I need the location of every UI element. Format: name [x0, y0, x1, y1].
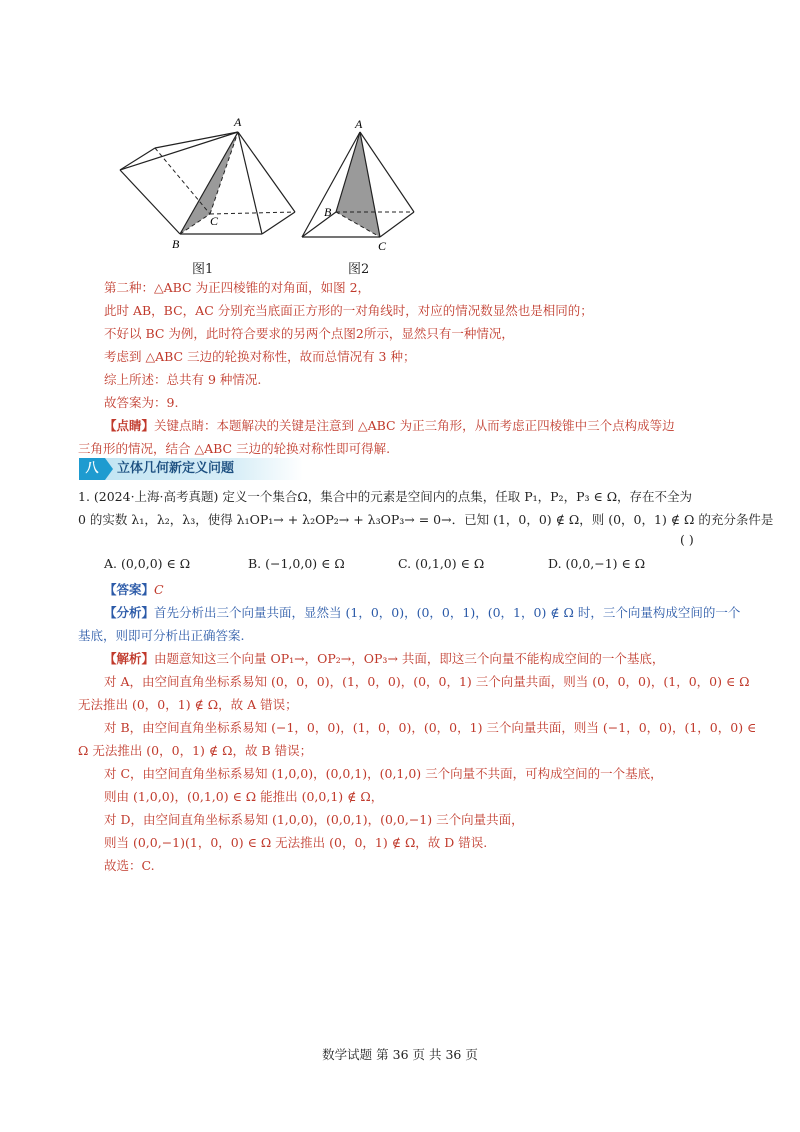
analysis-line-2: 基底，则即可分析出正确答案.: [78, 628, 245, 643]
solution-line: 对 C，由空间直角坐标系易知 (1,0,0)，(0,0,1)，(0,1,0) 三个向量不共面，可构成空间的一个基底，: [104, 766, 663, 781]
question-line-1: 1. (2024·上海·高考真题) 定义一个集合Ω，集合中的元素是空间内的点集，任取 P₁，P₂，P₃ ∈ Ω，存在不全为: [78, 489, 693, 504]
answer-paren: ( ): [680, 532, 694, 547]
figure-1-caption: 图1: [192, 262, 214, 277]
dianjing-line-1: [104, 416, 675, 436]
solution-line: 则当 (0,0,−1)(1，0，0) ∈ Ω 无法推出 (0，0，1) ∉ Ω，故 D 错误.: [104, 835, 488, 850]
figure-2-caption: 图2: [348, 262, 370, 277]
answer-value: C: [154, 582, 164, 597]
dianjing-line-2: 三角形的情况，结合 △ABC 三边的轮换对称性即可得解.: [78, 441, 391, 456]
solution-line-1: [104, 649, 664, 669]
answer-line: [104, 580, 164, 600]
fig2-label-a: A: [355, 117, 363, 131]
dianjing-text-1: 关键点睛：本题解决的关键是注意到 △ABC 为正三角形，从而考虑正四棱锥中三个点构成等边: [154, 418, 675, 433]
figure-1-drawing: [110, 112, 310, 252]
solution-part2-line: 故答案为：9.: [104, 395, 179, 410]
solution-part2-line: 不好以 BC 为例，此时符合要求的另两个点图2所示，显然只有一种情况，: [104, 326, 514, 341]
figure-1: [110, 112, 310, 252]
analysis-tag: 【分析】: [104, 605, 155, 620]
solution-line: Ω 无法推出 (0，0，1) ∉ Ω，故 B 错误；: [78, 743, 313, 758]
solution-line: 则由 (1,0,0)，(0,1,0) ∈ Ω 能推出 (0,0,1) ∉ Ω，: [104, 789, 384, 804]
section-header: [79, 458, 303, 480]
fig1-label-c: C: [210, 214, 219, 228]
solution-line: 对 A，由空间直角坐标系易知 (0，0，0)，(1，0，0)，(0，0，1) 三个向量共面，则当 (0，0，0)，(1，0，0) ∈ Ω: [104, 674, 750, 689]
solution-line: 对 D，由空间直角坐标系易知 (1,0,0)，(0,0,1)，(0,0,−1) 三个向量共面，: [104, 812, 524, 827]
fig1-label-b: B: [172, 237, 180, 251]
solution-line: 对 B，由空间直角坐标系易知 (−1，0，0)，(1，0，0)，(0，0，1) 三个向量共面，则当 (−1，0，0)，(1，0，0) ∈: [104, 720, 757, 735]
solution-tag: 【解析】: [104, 651, 155, 666]
fig2-label-c: C: [378, 239, 387, 252]
section-number: 八: [79, 458, 105, 480]
solution-part2-line: 综上所述：总共有 9 种情况.: [104, 372, 262, 387]
question-line-2: 0 的实数 λ₁，λ₂，λ₃，使得 λ₁OP₁→ + λ₂OP₂→ + λ₃OP₃→ = 0→．已知 (1，0，0) ∉ Ω，则 (0，0，1) ∉ Ω 的充分条件是: [78, 512, 774, 527]
dianjing-tag: 【点睛】: [104, 418, 155, 433]
fig1-label-a: A: [234, 115, 242, 129]
option-b: B. (−1,0,0) ∈ Ω: [248, 556, 345, 571]
solution-part2-line: 第二种：△ABC 为正四棱锥的对角面，如图 2，: [104, 280, 371, 295]
figure-2: [292, 112, 432, 252]
section-title: 立体几何新定义问题: [117, 461, 235, 476]
solution-line: 故选：C.: [104, 858, 155, 873]
solution-part2-line: 考虑到 △ABC 三边的轮换对称性，故而总情况有 3 种；: [104, 349, 416, 364]
option-d: D. (0,0,−1) ∈ Ω: [548, 556, 646, 571]
answer-tag: 【答案】: [104, 582, 155, 597]
option-a: A. (0,0,0) ∈ Ω: [104, 556, 191, 571]
page-footer: 数学试题 第 36 页 共 36 页: [322, 1047, 478, 1062]
solution-line: 无法推出 (0，0，1) ∉ Ω，故 A 错误；: [78, 697, 298, 712]
analysis-text-1: 首先分析出三个向量共面，显然当 (1，0，0)，(0，0，1)，(0，1，0) ∉ Ω 时，三个向量构成空间的一个: [154, 605, 741, 620]
fig2-label-b: B: [324, 205, 332, 219]
option-c: C. (0,1,0) ∈ Ω: [398, 556, 485, 571]
solution-part2-line: 此时 AB，BC，AC 分别充当底面正方形的一对角线时，对应的情况数显然也是相同的；: [104, 303, 593, 318]
analysis-line-1: [104, 603, 740, 623]
solution-text-1: 由题意知这三个向量 OP₁→，OP₂→，OP₃→ 共面，即这三个向量不能构成空间的一个基底，: [154, 651, 665, 666]
figure-2-drawing: [292, 112, 432, 252]
